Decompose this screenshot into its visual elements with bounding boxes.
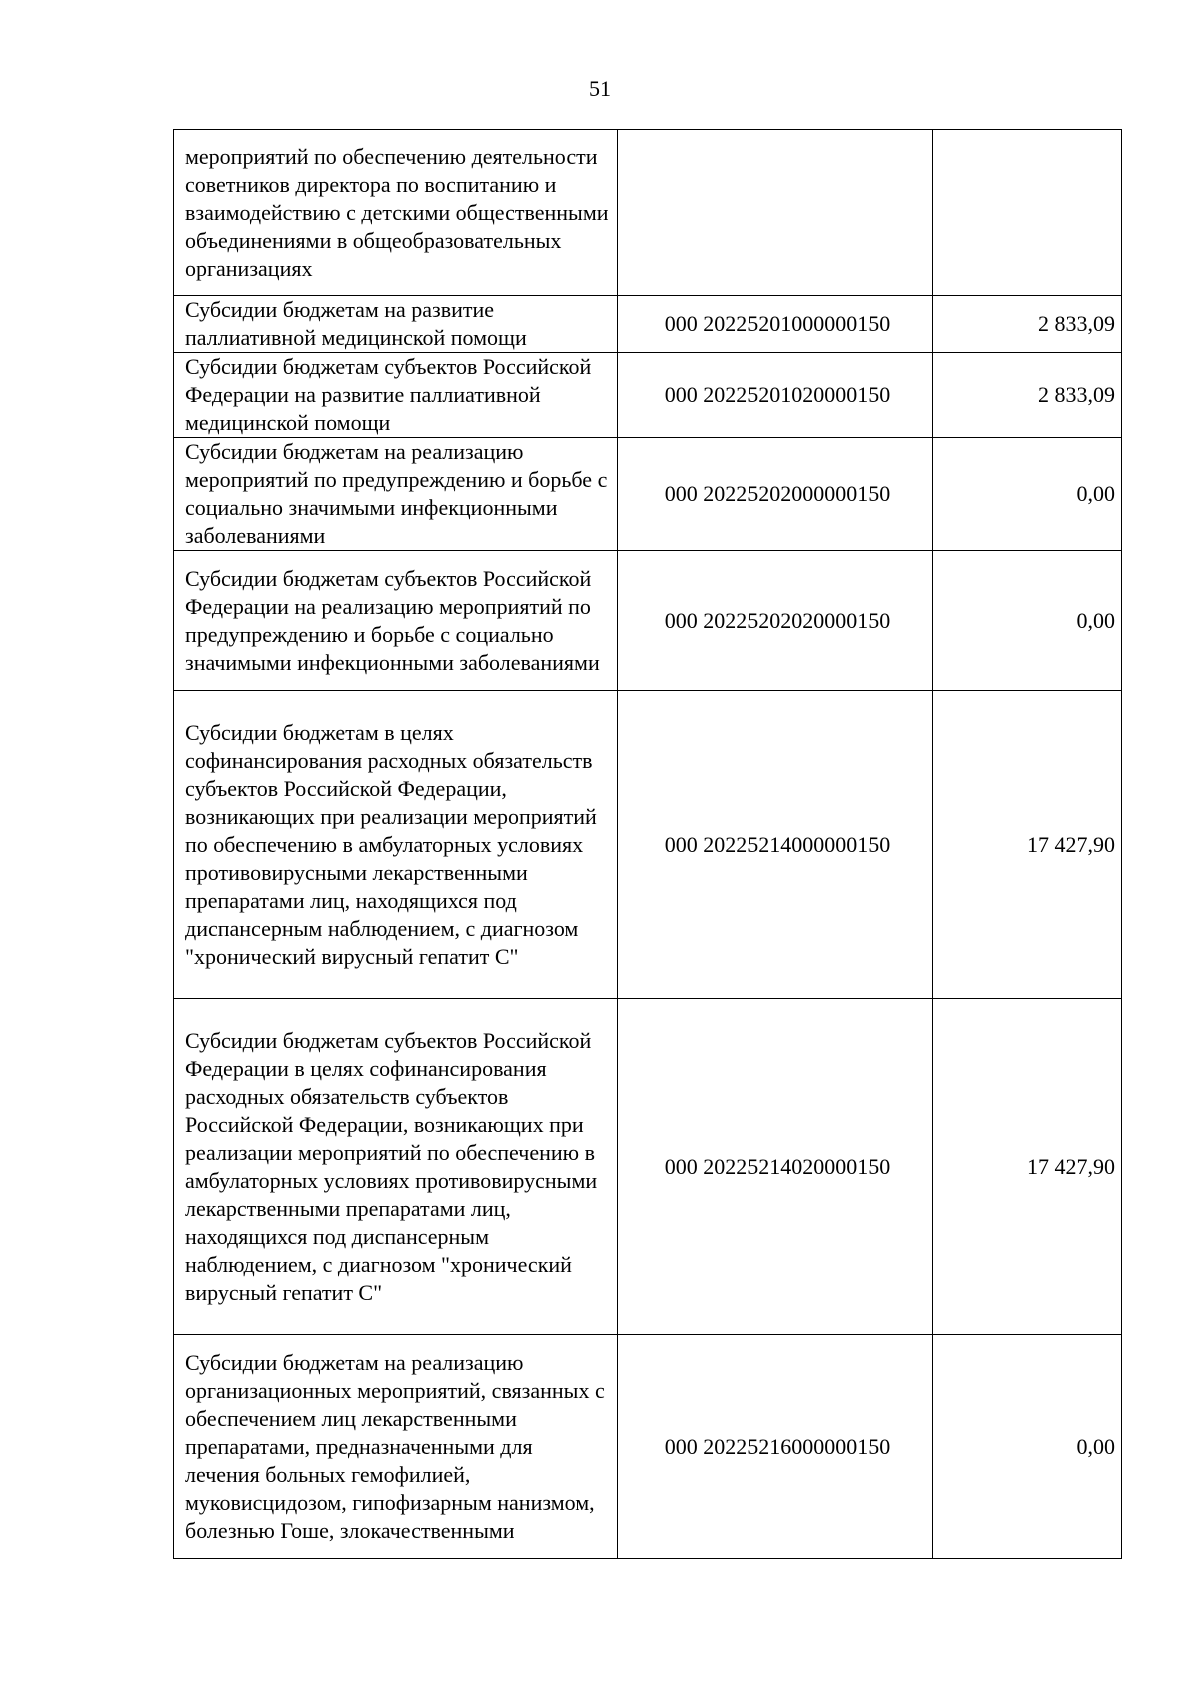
row-description: Субсидии бюджетам на развитие паллиативной медицинской помощи bbox=[174, 296, 618, 353]
row-amount: 0,00 bbox=[933, 1335, 1122, 1559]
table-row bbox=[174, 353, 1122, 438]
row-amount: 0,00 bbox=[933, 438, 1122, 551]
row-amount: 0,00 bbox=[933, 551, 1122, 691]
row-code: 000 20225202020000150 bbox=[618, 551, 933, 691]
table-row bbox=[174, 691, 1122, 999]
row-amount: 2 833,09 bbox=[933, 296, 1122, 353]
budget-revenue-table bbox=[173, 129, 1122, 1559]
row-code: 000 20225202000000150 bbox=[618, 438, 933, 551]
row-code: 000 20225214020000150 bbox=[618, 999, 933, 1335]
row-amount: 2 833,09 bbox=[933, 353, 1122, 438]
row-code: 000 20225214000000150 bbox=[618, 691, 933, 999]
row-amount: 17 427,90 bbox=[933, 691, 1122, 999]
table-row bbox=[174, 999, 1122, 1335]
row-code: 000 20225201020000150 bbox=[618, 353, 933, 438]
page-number: 51 bbox=[589, 76, 611, 101]
row-description: Субсидии бюджетам субъектов Российской Федерации на реализацию мероприятий по предупреждению и борьбе с социально значимыми инфекционными заболеваниями bbox=[174, 551, 618, 691]
row-description: Субсидии бюджетам на реализацию организационных мероприятий, связанных с обеспечением лиц лекарственными препаратами, предназначенными для лечения больных гемофилией, муковисцидозом, гипофизарным нанизмом, болезнью Гоше, злокачественными bbox=[174, 1335, 618, 1559]
table-row bbox=[174, 296, 1122, 353]
row-description: Субсидии бюджетам на реализацию мероприятий по предупреждению и борьбе с социально значимыми инфекционными заболеваниями bbox=[174, 438, 618, 551]
row-description: Субсидии бюджетам субъектов Российской Федерации на развитие паллиативной медицинской помощи bbox=[174, 353, 618, 438]
table-row bbox=[174, 1335, 1122, 1559]
row-amount: 17 427,90 bbox=[933, 999, 1122, 1335]
row-description: Субсидии бюджетам субъектов Российской Федерации в целях софинансирования расходных обязательств субъектов Российской Федерации, возникающих при реализации мероприятий по обеспечению в амбулаторных условиях противовирусными лекарственными препаратами лиц, находящихся под диспансерным наблюдением, с диагнозом "хронический вирусный гепатит С" bbox=[174, 999, 618, 1335]
table-row bbox=[174, 438, 1122, 551]
row-code: 000 20225216000000150 bbox=[618, 1335, 933, 1559]
row-code: 000 20225201000000150 bbox=[618, 296, 933, 353]
row-description: мероприятий по обеспечению деятельности советников директора по воспитанию и взаимодействию с детскими общественными объединениями в общеобразовательных организациях bbox=[174, 130, 618, 296]
row-amount bbox=[933, 130, 1122, 296]
row-code bbox=[618, 130, 933, 296]
table-row bbox=[174, 551, 1122, 691]
row-description: Субсидии бюджетам в целях софинансирования расходных обязательств субъектов Российской Федерации, возникающих при реализации мероприятий по обеспечению в амбулаторных условиях противовирусными лекарственными препаратами лиц, находящихся под диспансерным наблюдением, с диагнозом "хронический вирусный гепатит С" bbox=[174, 691, 618, 999]
table-row bbox=[174, 130, 1122, 296]
